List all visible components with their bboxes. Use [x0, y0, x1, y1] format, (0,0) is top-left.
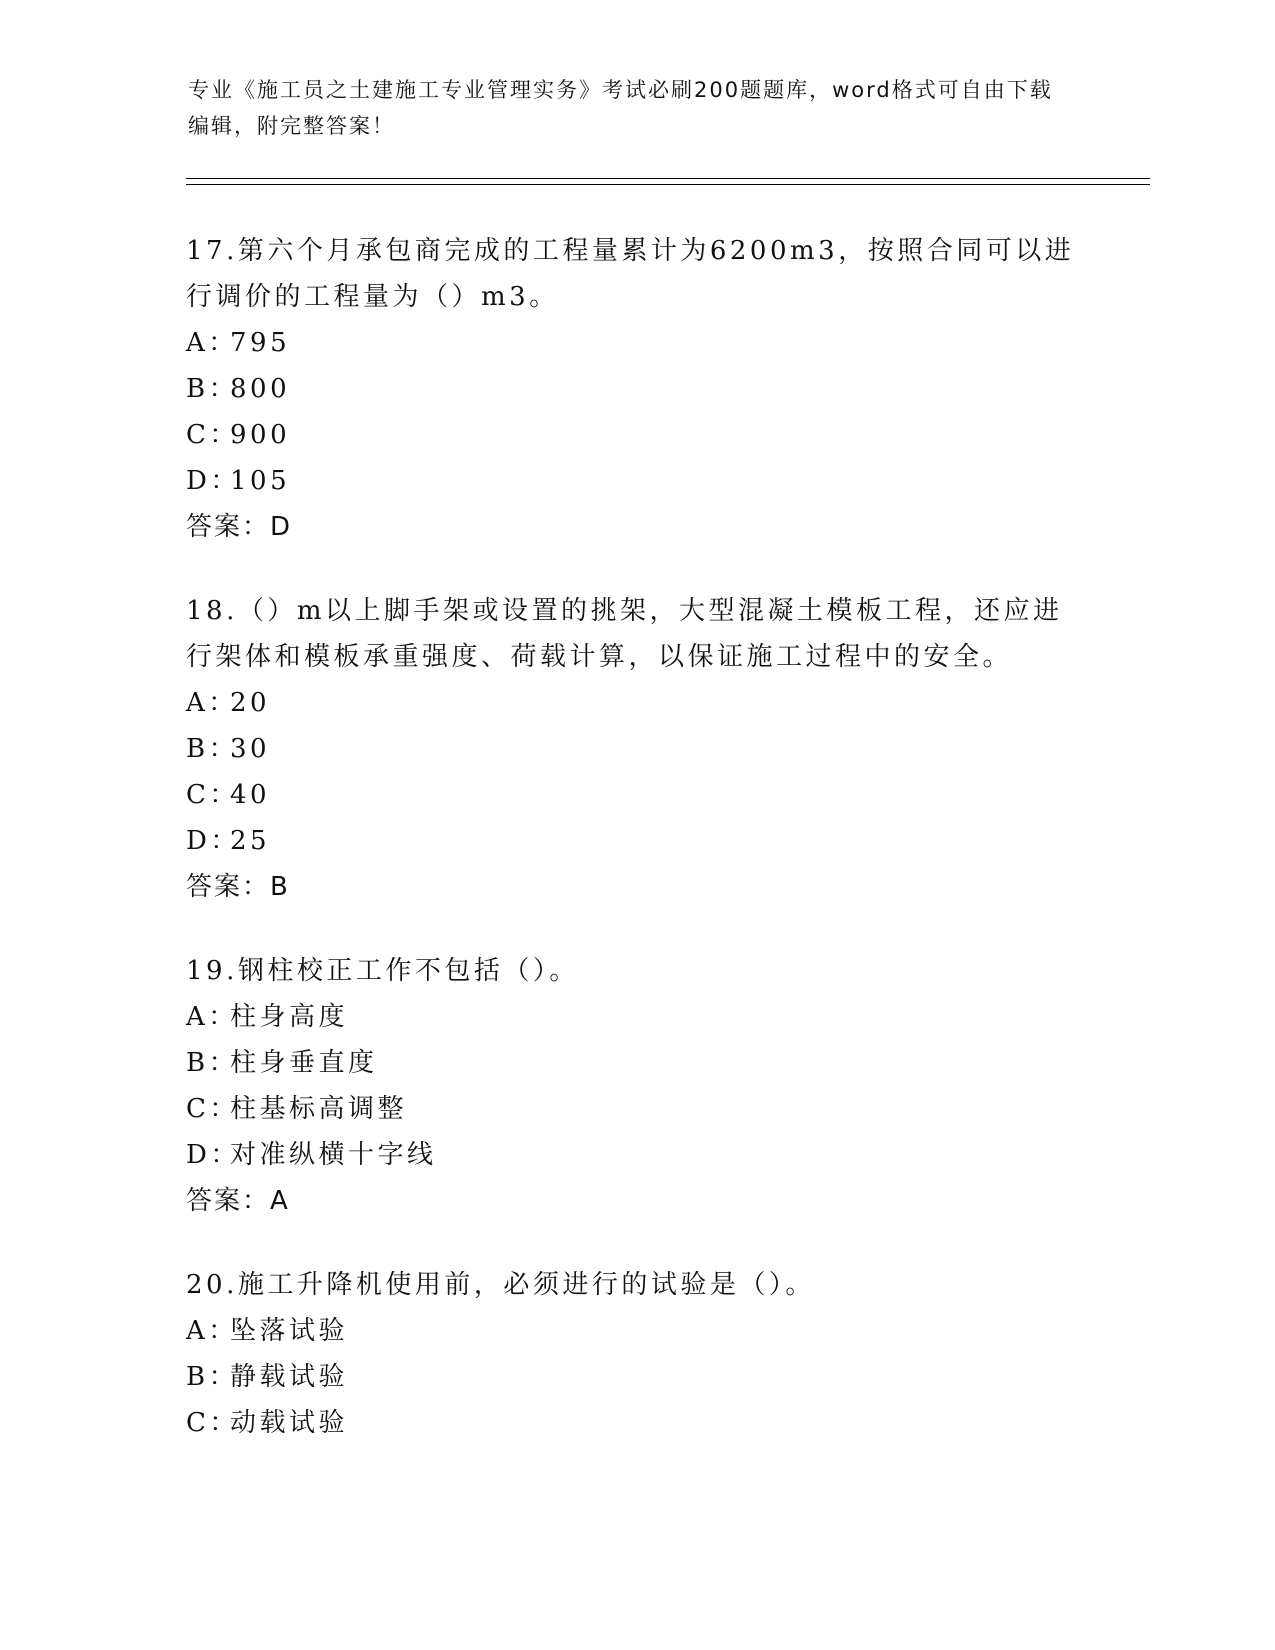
option-letter: B：	[186, 734, 239, 764]
option-c	[186, 772, 1086, 818]
question-stem: 17.第六个月承包商完成的工程量累计为6200m3，按照合同可以进行调价的工程量为（）m3。	[186, 236, 1075, 312]
option-letter: B：	[186, 1362, 239, 1392]
option-letter: D：	[186, 1140, 240, 1170]
option-b	[186, 366, 1086, 412]
option-letter: A：	[186, 328, 238, 358]
answer-label: 答案：A	[186, 1186, 290, 1216]
option-letter: D：	[186, 826, 240, 856]
answer-label: 答案：B	[186, 872, 290, 902]
option-letter: B：	[186, 374, 239, 404]
option-text: 20	[230, 688, 271, 718]
option-letter: C：	[186, 420, 239, 450]
option-d	[186, 1132, 1086, 1178]
option-c	[186, 1400, 1086, 1446]
option-letter: A：	[186, 1002, 238, 1032]
option-b	[186, 1354, 1086, 1400]
question-stem: 19.钢柱校正工作不包括（）。	[186, 956, 579, 986]
option-d	[186, 458, 1086, 504]
option-a	[186, 1308, 1086, 1354]
header-divider-line-2	[186, 184, 1150, 185]
option-a	[186, 680, 1086, 726]
option-letter: C：	[186, 780, 239, 810]
option-text: 795	[230, 328, 291, 358]
option-text: 静载试验	[230, 1362, 349, 1392]
option-text: 900	[230, 420, 291, 450]
option-text: 动载试验	[230, 1408, 349, 1438]
option-a	[186, 994, 1086, 1040]
option-letter: C：	[186, 1408, 239, 1438]
header-divider-line	[186, 178, 1150, 179]
option-b	[186, 1040, 1086, 1086]
option-text: 柱身高度	[230, 1002, 349, 1032]
question-19	[186, 948, 1086, 1224]
option-d	[186, 818, 1086, 864]
option-b	[186, 726, 1086, 772]
option-letter: A：	[186, 688, 238, 718]
option-text: 对准纵横十字线	[230, 1140, 437, 1170]
option-text: 25	[230, 826, 271, 856]
question-18	[186, 588, 1086, 910]
option-text: 柱身垂直度	[230, 1048, 378, 1078]
option-c	[186, 412, 1086, 458]
option-text: 坠落试验	[230, 1316, 349, 1346]
option-letter: C：	[186, 1094, 239, 1124]
option-text: 105	[230, 466, 291, 496]
document-header: 专业《施工员之土建施工专业管理实务》考试必刷200题题库，word格式可自由下载编辑，附完整答案！	[188, 78, 1053, 138]
question-17	[186, 228, 1086, 550]
question-20	[186, 1262, 1086, 1446]
option-letter: B：	[186, 1048, 239, 1078]
option-text: 30	[230, 734, 271, 764]
question-stem: 20.施工升降机使用前，必须进行的试验是（）。	[186, 1270, 815, 1300]
option-letter: D：	[186, 466, 240, 496]
option-text: 40	[230, 780, 271, 810]
answer-label: 答案：D	[186, 512, 293, 542]
option-text: 柱基标高调整	[230, 1094, 408, 1124]
option-c	[186, 1086, 1086, 1132]
question-stem: 18.（）m以上脚手架或设置的挑架，大型混凝土模板工程，还应进行架体和模板承重强度、荷载计算，以保证施工过程中的安全。	[186, 596, 1063, 672]
option-a	[186, 320, 1086, 366]
option-text: 800	[230, 374, 291, 404]
option-letter: A：	[186, 1316, 238, 1346]
